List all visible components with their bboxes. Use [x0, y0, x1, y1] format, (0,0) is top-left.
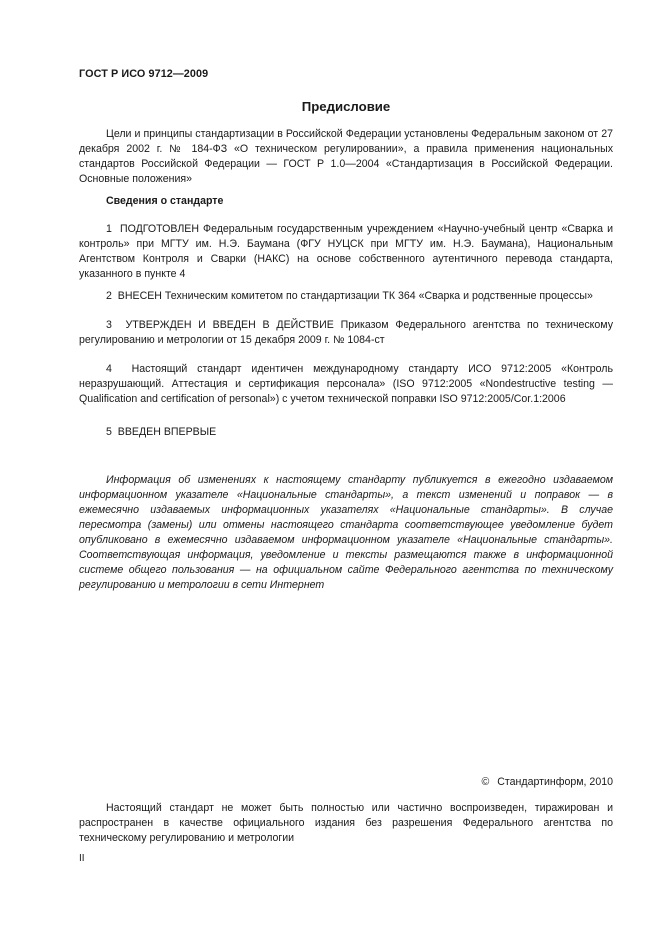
reproduction-notice: Настоящий стандарт не может быть полностью или частично воспроизведен, тиражирован и распространен в качестве официального издания без разрешения Федерального агентства по техническому регулированию и метрологии: [79, 802, 613, 844]
info-item-4: [79, 362, 613, 407]
item-text: Приказом Федерального агентства по техническому регулированию и метрологии от 15 декабря 2009 г. № 1084-ст: [79, 319, 613, 346]
info-item-2: [79, 289, 613, 304]
standard-info-heading: Сведения о стандарте: [106, 195, 224, 207]
info-item-5: [79, 425, 613, 440]
page-number: II: [79, 853, 85, 864]
item-number: 4: [106, 363, 112, 375]
item-number: 1: [106, 223, 112, 235]
info-item-3: [79, 318, 613, 348]
item-lead: ВВЕДЕН ВПЕРВЫЕ: [117, 426, 217, 438]
copyright-text: Стандартинформ, 2010: [497, 776, 613, 788]
copyright-icon: ©: [481, 776, 490, 788]
item-lead: УТВЕРЖДЕН И ВВЕДЕН В ДЕЙСТВИЕ: [125, 319, 334, 331]
item-text: Техническим комитетом по стандартизации ТК 364 «Сварка и родственные процессы»: [164, 290, 593, 302]
item-text: Настоящий стандарт идентичен международному стандарту ИСО 9712:2005 «Контроль неразрушающий. Аттестация и сертификация персонала» (ISO 9712:2005 «Nondestructive testing — Qualification and certification of personal») с учетом технической поправки ISO 9712:2005/Cor.1:2006: [79, 363, 614, 405]
item-text: Федеральным государственным учреждением «Научно-учебный центр «Сварка и контроль» при МГТУ им. Н.Э. Баумана (ФГУ НУЦСК при МГТУ им. Н.Э. Баумана), Национальным Агентством Контроля и Сварки (НАКС) на основе собственного аутентичного перевода стандарта, указанного в пункте 4: [79, 223, 613, 280]
item-lead: ПОДГОТОВЛЕН: [119, 223, 199, 235]
item-number: 5: [106, 426, 112, 438]
foreword-title: Предисловие: [301, 99, 391, 114]
change-notice: Информация об изменениях к настоящему стандарту публикуется в ежегодно издаваемом информационном указателе «Национальные стандарты», а текст изменений и поправок — в ежемесячно издаваемых информационных указателях «Национальные стандарты». В случае пересмотра (замены) или отмены настоящего стандарта соответствующее уведомление будет опубликовано в ежемесячно издаваемом информационном указателе «Национальные стандарты». Соответствующая информация, уведомление и тексты размещаются также в информационной системе общего пользования — на официальном сайте Федерального агентства по техническому регулированию и метрологии в сети Интернет: [79, 474, 613, 591]
item-number: 2: [106, 290, 112, 302]
item-lead: ВНЕСЕН: [117, 290, 162, 302]
document-code: ГОСТ Р ИСО 9712—2009: [79, 68, 209, 80]
copyright: [481, 775, 613, 790]
info-item-1: [79, 222, 613, 282]
foreword-intro: Цели и принципы стандартизации в Российской Федерации установлены Федеральным законом от 27 декабря 2002 г. № 184-ФЗ «О техническом регулировании», а правила применения национальных стандартов Российской Федерации — ГОСТ Р 1.0—2004 «Стандартизация в Российской Федерации. Основные положения»: [79, 128, 613, 185]
item-number: 3: [106, 319, 112, 331]
